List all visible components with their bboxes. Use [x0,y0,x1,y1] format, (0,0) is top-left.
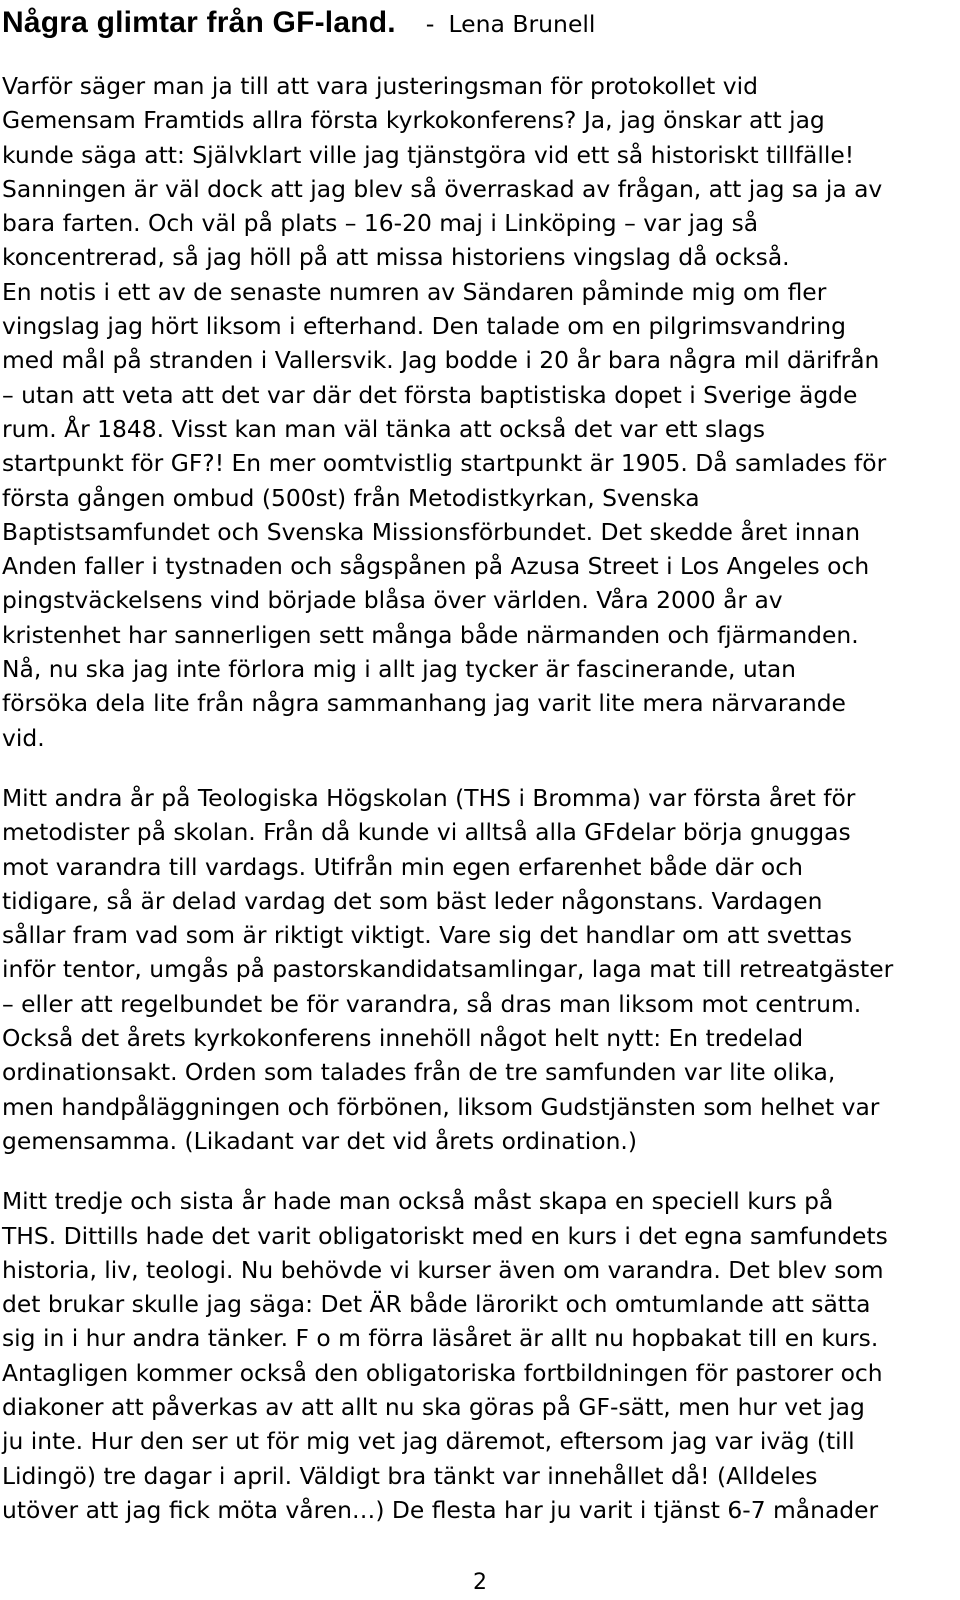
text-line: vid. [2,723,45,752]
text-line: En notis i ett av de senaste numren av Sändaren påminde mig om fler [2,277,827,306]
text-line: utöver att jag fick möta våren…) De flesta har ju varit i tjänst 6-7 månader [2,1495,879,1524]
page-number: 2 [473,1570,487,1595]
text-line: Nå, nu ska jag inte förlora mig i allt jag tycker är fascinerande, utan [2,655,797,684]
article-author: Lena Brunell [448,10,596,38]
text-line: Lidingö) tre dagar i april. Väldigt bra tänkt var innehållet då! (Alldeles [2,1461,818,1490]
text-line: bara farten. Och väl på plats – 16-20 maj i Linköping – var jag så [2,209,759,238]
text-line: Också det årets kyrkokonferens innehöll något helt nytt: En tredelad [2,1024,804,1053]
text-line: rum. År 1848. Visst kan man väl tänka att också det var ett slags [2,414,766,443]
text-line: med mål på stranden i Vallersvik. Jag bodde i 20 år bara några mil därifrån [2,346,880,375]
text-line: försöka dela lite från några sammanhang jag varit lite mera närvarande [2,689,846,718]
article-title: Några glimtar från GF-land. [2,6,396,39]
paragraph [2,1184,954,1527]
text-line: THS. Dittills hade det varit obligatoriskt med en kurs i det egna samfundets [2,1221,888,1250]
text-line: sig in i hur andra tänker. F o m förra läsåret är allt nu hopbakat till en kurs. [2,1324,879,1353]
text-line: Baptistsamfundet och Svenska Missionsförbundet. Det skedde året innan [2,517,861,546]
text-line: kunde säga att: Självklart ville jag tjänstgöra vid ett så historiskt tillfälle! [2,140,855,169]
text-line: gemensamma. (Likadant var det vid årets ordination.) [2,1126,637,1155]
text-line: – utan att veta att det var där det första baptistiska dopet i Sverige ägde [2,380,858,409]
text-line: inför tentor, umgås på pastorskandidatsamlingar, laga mat till retreatgäster [2,955,894,984]
text-line: sållar fram vad som är riktigt viktigt. Vare sig det handlar om att svettas [2,921,852,950]
text-line: mot varandra till vardags. Utifrån min egen erfarenhet både där och [2,852,803,881]
text-line: metodister på skolan. Från då kunde vi alltså alla GFdelar börja gnuggas [2,818,851,847]
header [2,4,595,43]
text-line: tidigare, så är delad vardag det som bäst leder någonstans. Vardagen [2,886,823,915]
title-separator: - [425,10,435,38]
text-line: pingstväckelsens vind började blåsa över världen. Våra 2000 år av [2,586,783,615]
text-line: ordinationsakt. Orden som talades från de tre samfunden var lite olika, [2,1058,836,1087]
text-line: vingslag jag hört liksom i efterhand. Den talade om en pilgrimsvandring [2,312,846,341]
article-body [2,69,954,1527]
text-line: första gången ombud (500st) från Metodistkyrkan, Svenska [2,483,700,512]
paragraph [2,781,954,1158]
text-line: ju inte. Hur den ser ut för mig vet jag däremot, eftersom jag var iväg (till [2,1427,855,1456]
text-line: Antagligen kommer också den obligatoriska fortbildningen för pastorer och [2,1358,883,1387]
text-line: historia, liv, teologi. Nu behövde vi kurser även om varandra. Det blev som [2,1255,884,1284]
text-line: men handpåläggningen och förbönen, liksom Gudstjänsten som helhet var [2,1092,880,1121]
text-line: Gemensam Framtids allra första kyrkokonferens? Ja, jag önskar att jag [2,106,825,135]
text-line: Mitt andra år på Teologiska Högskolan (THS i Bromma) var första året för [2,783,856,812]
paragraph [2,69,954,755]
text-line: startpunkt för GF?! En mer oomtvistlig startpunkt är 1905. Då samlades för [2,449,887,478]
text-line: – eller att regelbundet be för varandra, så dras man liksom mot centrum. [2,989,862,1018]
text-line: Varför säger man ja till att vara justeringsman för protokollet vid [2,72,758,100]
text-line: diakoner att påverkas av att allt nu ska göras på GF-sätt, men hur vet jag [2,1392,865,1421]
text-line: Anden faller i tystnaden och sågspånen på Azusa Street i Los Angeles och [2,552,870,581]
text-line: kristenhet har sannerligen sett många både närmanden och fjärmanden. [2,620,859,649]
text-line: Sanningen är väl dock att jag blev så överraskad av frågan, att jag sa ja av [2,174,883,203]
text-line: koncentrerad, så jag höll på att missa historiens vingslag då också. [2,243,790,272]
text-line: Mitt tredje och sista år hade man också måst skapa en speciell kurs på [2,1187,834,1216]
text-line: det brukar skulle jag säga: Det ÄR både lärorikt och omtumlande att sätta [2,1290,871,1319]
